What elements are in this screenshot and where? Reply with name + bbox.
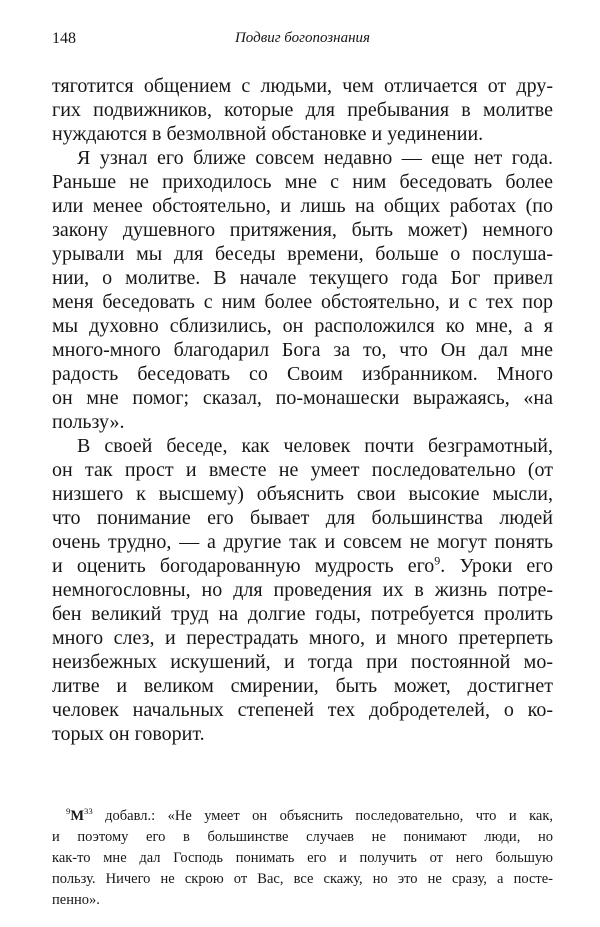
text-line: урывали мы для беседы времени, больше о послуша-	[52, 243, 553, 265]
footnote-marker: 9	[66, 806, 71, 817]
text-line: нуждаются в безмолвной обстановке и уединении.	[52, 123, 484, 145]
text-span: и оценить богодарованную мудрость его	[52, 555, 435, 577]
text-line: меня беседовать с ним более обстоятельно, и с тех пор	[52, 291, 553, 313]
running-title: Подвиг богопознания	[234, 30, 371, 46]
text-line: он так прост и вместе не умеет последовательно (от	[52, 459, 553, 481]
footnote	[52, 806, 553, 911]
page-number: 148	[52, 30, 76, 47]
text-line: закону душевного притяжения, быть может) немного	[52, 219, 553, 241]
text-line: немногословны, но для проведения их в жизнь потре-	[52, 579, 553, 601]
footnote-source-index: 33	[84, 806, 93, 817]
footnote-reference[interactable]: 9	[434, 553, 441, 568]
footnote-text: добавл.: «Не умеет он объяснить последовательно, что и как,	[92, 808, 553, 824]
text-line: что понимание его бывает для большинства людей	[52, 507, 553, 529]
footnote-source: М	[70, 808, 85, 824]
footnote-line: пользу. Ничего не скрою от Вас, все скажу, но это не сразу, а посте-	[52, 871, 553, 887]
text-span: . Уроки его	[440, 555, 553, 577]
running-header	[52, 30, 553, 50]
text-line: пользу».	[52, 411, 125, 433]
main-text	[52, 74, 553, 746]
text-line: он мне помог; сказал, по-монашески выражаясь, «на	[52, 387, 553, 409]
text-line: радость беседовать со Своим избранником. Много	[52, 363, 553, 385]
text-line: В своей беседе, как человек почти безграмотный,	[77, 435, 553, 457]
text-line: низшего к высшему) объяснить свои высокие мысли,	[52, 483, 553, 505]
text-line: много-много благодарил Бога за то, что Он дал мне	[52, 339, 553, 361]
text-line: торых он говорит.	[52, 723, 205, 745]
text-line: Я узнал его ближе совсем недавно — еще нет года.	[77, 147, 553, 169]
text-line: Раньше не приходилось мне с ним беседовать более	[52, 171, 553, 193]
text-line	[52, 554, 553, 578]
text-line: много слез, и перестрадать много, и много претерпеть	[52, 627, 553, 649]
text-line: литве и великом смирении, быть может, достигнет	[52, 675, 553, 697]
text-line: тяготится общением с людьми, чем отличается от дру-	[52, 75, 553, 97]
text-line: или менее обстоятельно, и лишь на общих работах (по	[52, 195, 553, 217]
footnote-line: пенно».	[52, 892, 100, 908]
text-line: бен великий труд на долгие годы, потребуется пролить	[52, 603, 553, 625]
footnote-line: и поэтому его в большинстве случаев не понимают люди, но	[52, 829, 553, 845]
footnote-line	[52, 806, 553, 827]
text-line: гих подвижников, которые для пребывания в молитве	[52, 99, 553, 121]
footnote-line: как-то мне дал Господь понимать его и получить от него большую	[52, 850, 553, 866]
text-line: очень трудно, — а другие так и совсем не могут понять	[52, 531, 553, 553]
text-line: мы духовно сблизились, он расположился ко мне, а я	[52, 315, 553, 337]
text-line: нии, о молитве. В начале текущего года Бог привел	[52, 267, 553, 289]
text-line: неизбежных искушений, и тогда при постоянной мо-	[52, 651, 553, 673]
text-line: человек начальных степеней тех добродетелей, о ко-	[52, 699, 553, 721]
